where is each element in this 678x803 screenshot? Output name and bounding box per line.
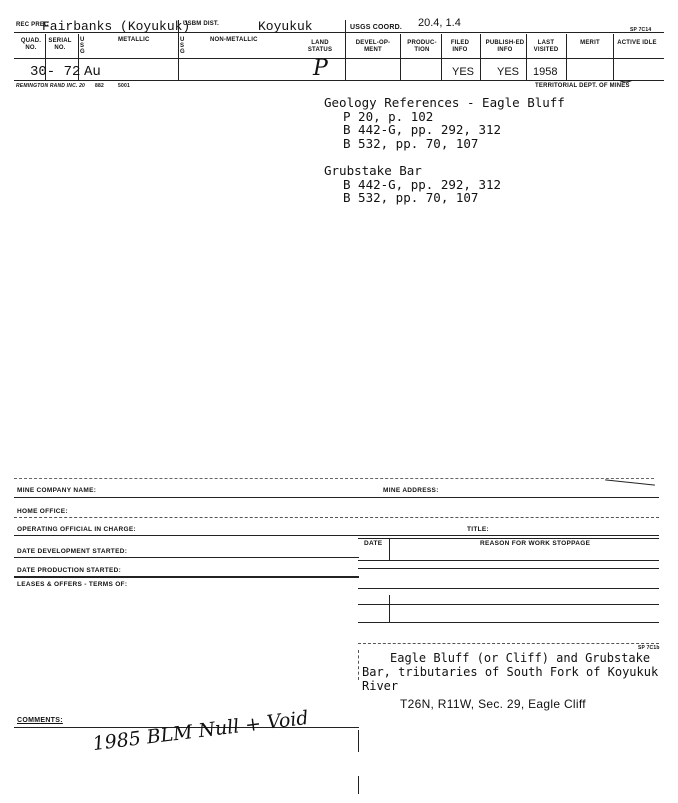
col-published-info: PUBLISH-ED INFO	[485, 40, 525, 53]
location-line-1: Eagle Bluff (or Cliff) and Grubstake	[390, 651, 651, 665]
rule	[14, 517, 659, 518]
quad-serial-value: 30- 72	[30, 64, 81, 80]
rule	[14, 535, 659, 536]
divider	[613, 34, 614, 80]
form-code-2: SP 7C1b	[638, 645, 660, 651]
active-idle-mark: ‿	[620, 66, 632, 82]
ref-line: B 442-G, pp. 292, 312	[343, 122, 502, 137]
ref-line: B 532, pp. 70, 107	[343, 190, 479, 205]
printer-code1: 882	[95, 83, 104, 89]
divider	[441, 34, 442, 80]
rec-prec-label: REC PREC	[16, 22, 49, 28]
rule	[358, 622, 659, 623]
district-value: Fairbanks (Koyukuk)	[42, 19, 191, 34]
col-active-idle: ACTIVE IDLE	[617, 40, 657, 46]
col-quad: QUAD. NO.	[20, 38, 42, 51]
rule	[358, 588, 659, 589]
location-line-3: River	[362, 679, 399, 693]
location-line-4: T26N, R11W, Sec. 29, Eagle Cliff	[400, 697, 586, 711]
rule	[14, 576, 359, 578]
col-last-visited: LAST VISITED	[533, 40, 559, 53]
usgs-coord-label: USGS COORD.	[350, 24, 402, 31]
mine-company-label: MINE COMPANY NAME:	[17, 487, 97, 494]
comments-handwritten: 1985 BLM Null + Void	[91, 706, 310, 756]
ref-line: P 20, p. 102	[343, 108, 434, 124]
usbm-dist-value: Koyukuk	[258, 19, 313, 34]
ref-line: B 442-G, pp. 292, 312	[343, 176, 502, 192]
dept-label: TERRITORIAL DEPT. OF MINES	[535, 83, 630, 89]
rule	[358, 604, 659, 605]
ref-line: B 532, pp. 70, 107	[343, 135, 479, 151]
usgs-coord-value: 20.4, 1.4	[418, 17, 461, 29]
col-develop: DEVEL-OP-MENT	[355, 40, 391, 53]
divider	[480, 34, 481, 80]
col-merit: MERIT	[580, 40, 600, 46]
divider	[178, 20, 179, 80]
rule	[358, 643, 659, 644]
mine-address-label: MINE ADDRESS:	[383, 487, 439, 494]
printer-code2: 5001	[118, 83, 130, 89]
operating-official-label: OPERATING OFFICIAL IN CHARGE:	[17, 526, 136, 533]
form-code: SP 7C14	[630, 27, 652, 33]
separator	[14, 478, 654, 479]
reason-label: REASON FOR WORK STOPPAGE	[480, 540, 591, 547]
printer-line: REMINGTON RAND INC. 20	[16, 83, 86, 89]
usg-letters-2: U S G	[180, 37, 185, 55]
date-label: DATE	[364, 540, 383, 547]
rule	[358, 538, 659, 539]
divider	[526, 34, 527, 80]
ref-title-2: Grubstake Bar	[324, 163, 422, 178]
published-info-value: YES	[497, 66, 520, 78]
col-land-status: LAND STATUS	[307, 40, 333, 53]
rule	[358, 560, 659, 561]
home-office-label: HOME OFFICE:	[17, 508, 68, 515]
references-block	[324, 96, 565, 205]
divider	[358, 776, 359, 794]
last-visited-value: 1958	[533, 66, 558, 78]
leases-label: LEASES & OFFERS - TERMS OF:	[17, 581, 128, 588]
divider	[345, 20, 346, 80]
title-label: TITLE:	[467, 526, 490, 533]
usbm-dist-label: USBM DIST.	[183, 21, 220, 27]
land-status-mark: P	[313, 56, 328, 81]
col-metallic: METALLIC	[118, 37, 150, 43]
separator	[605, 479, 655, 485]
location-line-2: Bar, tributaries of South Fork of Koyukuk	[362, 665, 659, 679]
divider	[358, 730, 359, 752]
ref-title-1: Geology References - Eagle Bluff	[324, 95, 565, 110]
header-value-rule	[14, 80, 664, 81]
location-block	[362, 651, 658, 693]
comments-label: COMMENTS:	[17, 717, 63, 724]
col-nonmetallic: NON-METALLIC	[210, 37, 258, 43]
rule	[14, 557, 359, 558]
dev-started-label: DATE DEVELOPMENT STARTED:	[17, 548, 128, 555]
divider	[400, 34, 401, 80]
usg-letters-1: U S G	[80, 37, 85, 55]
rule	[358, 568, 659, 569]
filed-info-value: YES	[452, 66, 475, 78]
rule	[14, 497, 659, 498]
divider	[389, 595, 390, 623]
divider	[389, 538, 390, 560]
divider	[358, 650, 359, 680]
prod-started-label: DATE PRODUCTION STARTED:	[17, 567, 122, 574]
col-filed-info: FILED INFO	[450, 40, 470, 53]
divider	[566, 34, 567, 80]
metallic-value: Au	[84, 64, 101, 80]
col-serial: SERIAL NO.	[48, 38, 72, 51]
col-production: PRODUC-TION	[407, 40, 437, 53]
